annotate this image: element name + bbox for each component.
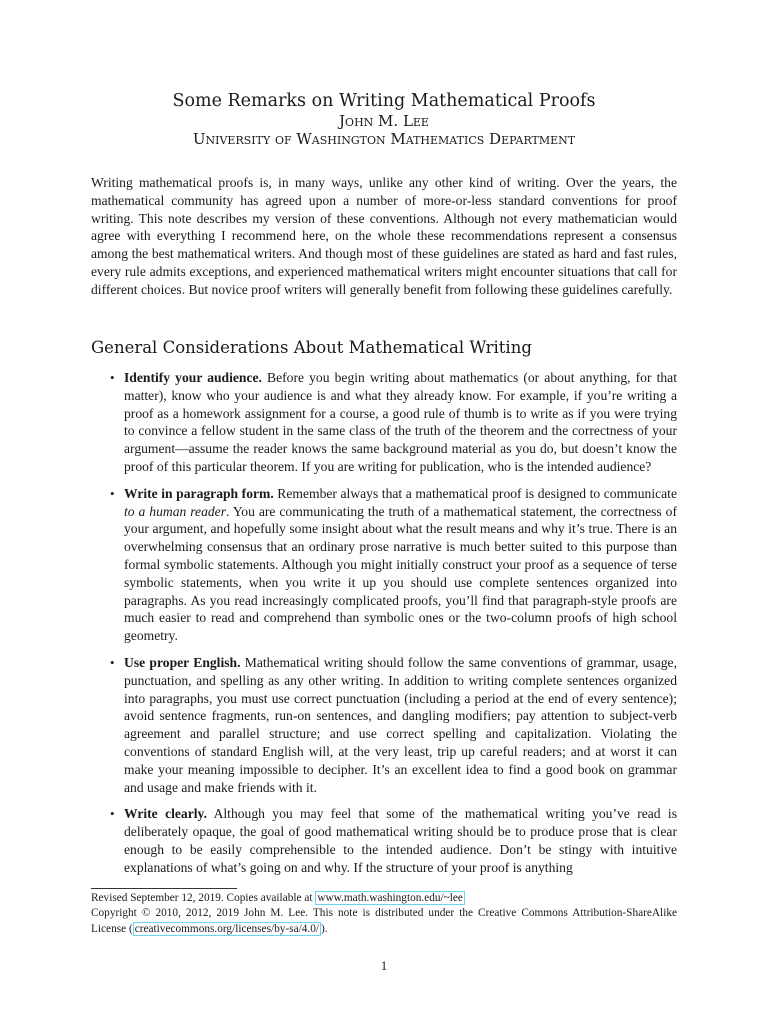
guidelines-list	[91, 369, 677, 886]
revision-note	[91, 891, 677, 906]
list-item	[91, 654, 677, 796]
bullet-icon: •	[110, 485, 115, 501]
footnote	[91, 891, 677, 937]
item-lead: Write in paragraph form.	[124, 485, 274, 501]
paper-title: Some Remarks on Writing Mathematical Proofs	[172, 91, 596, 111]
list-item	[91, 805, 677, 876]
copyright-note	[91, 906, 677, 937]
item-lead: Write clearly.	[124, 806, 207, 822]
copyright-end: ).	[320, 922, 328, 935]
author-affiliation: University of Washington Mathematics Department	[192, 130, 576, 148]
section-heading: General Considerations About Mathematical Writing	[91, 338, 532, 357]
bullet-icon: •	[110, 806, 115, 822]
author-name: John M. Lee	[339, 112, 429, 130]
page-number: 1	[380, 958, 388, 973]
item-text: . You are communicating the truth of a mathematical statement, the correctness of your argument, and hopefully some insight about what the result means and why it’s true. There is an overwhelming consensus that an ordinary prose narrative is much better suited to this purpose than formal symbolic statements. Although you might initially construct your proof as a sequence of terse symbolic statements, when you write it up you should use complete sentences organized into paragraphs. As you read increasingly complicated proofs, you’ll find that paragraph-style proofs are much easier to read and comprehend than symbolic ones or the two-column proofs of high school geometry.	[124, 503, 677, 644]
item-text: Before you begin writing about mathematics (or about anything, for that matter), know who your audience is and what they already know. For example, if you’re writing a proof as a homework assignment for a course, a good rule of thumb is to write as if you were trying to convince a fellow student in the same class of the truth of the theorem and the correctness of your argument—assume the reader knows the same background material as you do, but doesn’t know the proof of this particular theorem. If you are writing for publication, who is the intended audience?	[124, 370, 677, 474]
intro-paragraph: Writing mathematical proofs is, in many ways, unlike any other kind of writing. Over the years, the mathematical community has agreed upon a number of more-or-less standard conventions for proof writing. This note describes my version of these conventions. Although not every mathematician would agree with everything I recommend here, on the whole these recommendations represent a consensus among the best mathematical writers. And though most of these guidelines are stated as hard and fast rules, every rule admits exceptions, and experienced mathematical writers might encounter situations that call for different choices. But novice proof writers will generally benefit from following these guidelines carefully.	[91, 175, 677, 297]
list-item	[91, 369, 677, 476]
item-text: Remember always that a mathematical proof is designed to communicate	[273, 485, 677, 501]
item-text: Mathematical writing should follow the same conventions of grammar, usage, punctuation, and spelling as any other writing. In addition to writing complete sentences organized into paragraphs, you must use correct punctuation (including a period at the end of every sentence); avoid sentence fragments, run-on sentences, and dangling modifiers; pay attention to subject-verb agreement and parallel structure; and use correct spelling and capitalization. Violating the conventions of standard English will, at the very least, trip up careful readers; and at worst it can make your meaning impossible to decipher. It’s an excellent idea to find a good book on grammar and usage and make friends with it.	[124, 654, 677, 795]
homepage-link[interactable]: www.math.washington.edu/~lee	[317, 892, 463, 904]
item-lead: Identify your audience.	[124, 370, 262, 385]
item-lead: Use proper English.	[124, 654, 241, 670]
footnote-divider	[91, 888, 237, 889]
item-emphasis: to a human reader	[124, 503, 226, 519]
list-item	[91, 485, 677, 645]
copyright-text: Copyright © 2010, 2012, 2019 John M. Lee. This note is distributed under the Creative Commons Attribution-ShareAlike License (	[91, 907, 677, 935]
bullet-icon: •	[110, 654, 115, 670]
revision-text: Revised September 12, 2019. Copies available at	[91, 892, 316, 904]
license-link[interactable]: creativecommons.org/licenses/by-sa/4.0/	[134, 922, 319, 935]
item-text: Although you may feel that some of the mathematical writing you’ve read is deliberately opaque, the goal of good mathematical writing should be to produce prose that is clear enough to be easily comprehensible to the intended audience. Don’t be stingy with intuitive explanations of what’s going on and why. If the structure of your proof is anything	[124, 806, 677, 875]
bullet-icon: •	[110, 370, 115, 385]
